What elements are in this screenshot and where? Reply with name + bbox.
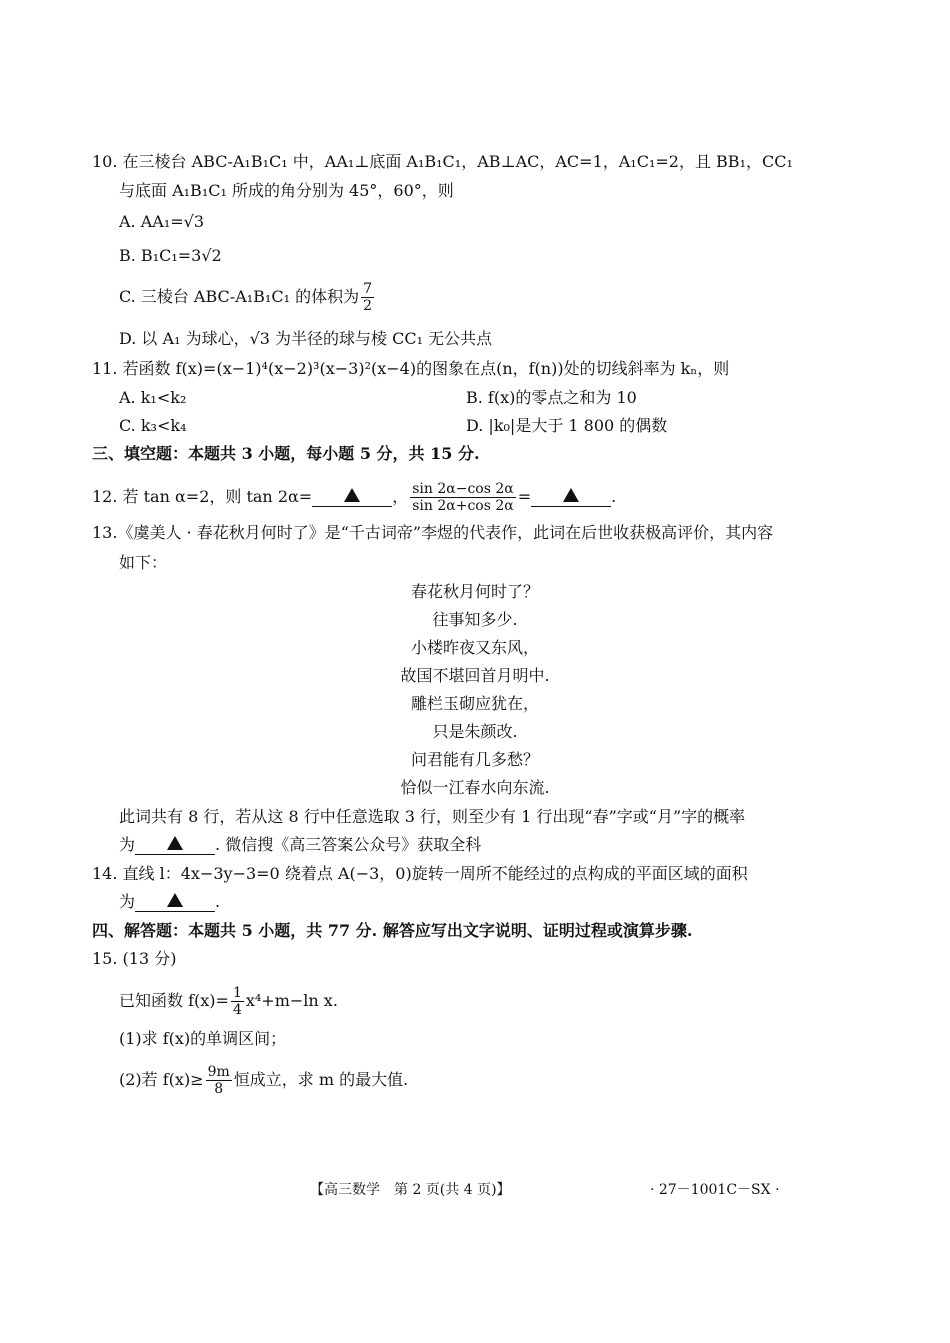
poem-line: 问君能有几多愁？ bbox=[410, 750, 539, 769]
triangle-icon bbox=[344, 488, 360, 502]
fraction-denominator: sin 2α+cos 2α bbox=[412, 498, 514, 514]
fraction-numerator: sin 2α−cos 2α bbox=[412, 481, 514, 497]
q11-option-c: C. k₃<k₄ bbox=[119, 416, 187, 435]
q12-period: . bbox=[611, 487, 617, 506]
fraction-denominator: 4 bbox=[232, 1002, 242, 1018]
q11-option-a: A. k₁<k₂ bbox=[119, 388, 187, 407]
q15-text: 已知函数 f(x)= bbox=[119, 991, 229, 1010]
q10-option-c bbox=[119, 281, 376, 314]
page-footer-code: · 27－1001C－SX · bbox=[650, 1182, 780, 1198]
page-footer-center: 【高三数学 第 2 页(共 4 页)】 bbox=[310, 1182, 511, 1198]
q12-text: 12. 若 tan α=2，则 tan 2α= bbox=[92, 487, 313, 506]
q10-option-b: B. B₁C₁=3√2 bbox=[119, 246, 222, 265]
section-solution-heading: 四、解答题：本题共 5 小题，共 77 分. 解答应写出文字说明、证明过程或演算步骤. bbox=[92, 921, 693, 940]
q15-text-tail: x⁴+m−ln x. bbox=[245, 991, 338, 1010]
q13-question-line1: 此词共有 8 行，若从这 8 行中任意选取 3 行，则至少有 1 行出现“春”字或“月”字的概率 bbox=[119, 807, 746, 826]
q13-text: 为 bbox=[119, 835, 136, 854]
q12-fraction bbox=[410, 481, 516, 514]
q14-stem-line2 bbox=[119, 891, 220, 913]
poem-line: 故国不堪回首月明中. bbox=[400, 666, 550, 685]
triangle-icon bbox=[167, 893, 183, 907]
q10-option-c-fraction bbox=[361, 281, 374, 314]
q10-stem-line1: 10. 在三棱台 ABC-A₁B₁C₁ 中，AA₁⊥底面 A₁B₁C₁，AB⊥AC，AC=1，A₁C₁=2，且 BB₁，CC₁ bbox=[92, 152, 793, 171]
q12-equals: = bbox=[517, 487, 532, 506]
answer-blank bbox=[135, 836, 215, 855]
poem-line: 春花秋月何时了？ bbox=[410, 582, 539, 601]
q10-stem-line2: 与底面 A₁B₁C₁ 所成的角分别为 45°，60°，则 bbox=[119, 181, 454, 200]
answer-blank bbox=[531, 488, 611, 507]
poem-line: 往事知多少. bbox=[432, 610, 518, 629]
section-fill-in-heading: 三、填空题：本题共 3 小题，每小题 5 分，共 15 分. bbox=[92, 444, 480, 463]
q10-option-c-text: C. 三棱台 ABC-A₁B₁C₁ 的体积为 bbox=[119, 287, 360, 306]
fraction-denominator: 2 bbox=[363, 298, 372, 314]
q15-part2 bbox=[119, 1064, 408, 1097]
fraction-numerator: 9m bbox=[207, 1064, 230, 1080]
answer-blank bbox=[312, 488, 392, 507]
triangle-icon bbox=[167, 836, 183, 850]
q12-line bbox=[92, 481, 616, 514]
q11-option-d: D. |k₀|是大于 1 800 的偶数 bbox=[466, 416, 668, 435]
fraction-numerator: 1 bbox=[232, 985, 242, 1001]
q15-part2-fraction bbox=[206, 1064, 232, 1097]
q12-separator: ， bbox=[392, 487, 409, 506]
q13-stem-line1: 13.《虞美人 · 春花秋月何时了》是“千古词帝”李煜的代表作，此词在后世收获极高评价，其内容 bbox=[92, 523, 774, 542]
poem-line: 只是朱颜改. bbox=[432, 722, 518, 741]
q15-part1: (1)求 f(x)的单调区间； bbox=[119, 1029, 287, 1048]
q15-heading: 15. (13 分) bbox=[92, 949, 177, 968]
q10-option-a: A. AA₁=√3 bbox=[119, 212, 205, 231]
q10-option-d: D. 以 A₁ 为球心，√3 为半径的球与棱 CC₁ 无公共点 bbox=[119, 329, 493, 348]
poem-line: 恰似一江春水向东流. bbox=[400, 778, 550, 797]
q13-question-line2 bbox=[119, 834, 481, 856]
fraction-denominator: 8 bbox=[214, 1081, 224, 1097]
fraction-numerator: 7 bbox=[363, 281, 372, 297]
q14-stem-line1: 14. 直线 l：4x−3y−3=0 绕着点 A(−3，0)旋转一周所不能经过的点构成的平面区域的面积 bbox=[92, 864, 748, 883]
q15-part2-tail: 恒成立，求 m 的最大值. bbox=[233, 1070, 409, 1089]
q11-stem: 11. 若函数 f(x)=(x−1)⁴(x−2)³(x−3)²(x−4)的图象在点(n，f(n))处的切线斜率为 kₙ，则 bbox=[92, 359, 730, 378]
triangle-icon bbox=[563, 488, 579, 502]
q11-option-b: B. f(x)的零点之和为 10 bbox=[466, 388, 637, 407]
poem-line: 雕栏玉砌应犹在， bbox=[410, 694, 539, 713]
poem-line: 小楼昨夜又东风， bbox=[410, 638, 539, 657]
q15-fraction bbox=[231, 985, 244, 1018]
q15-function-line bbox=[119, 985, 338, 1018]
q14-text: 为 bbox=[119, 892, 136, 911]
answer-blank bbox=[135, 893, 215, 912]
q14-period: . bbox=[215, 892, 221, 911]
q13-text-tail: . 微信搜《高三答案公众号》获取全科 bbox=[215, 835, 482, 854]
q15-part2-text: (2)若 f(x)≥ bbox=[119, 1070, 204, 1089]
q13-stem-line2: 如下： bbox=[119, 553, 168, 572]
